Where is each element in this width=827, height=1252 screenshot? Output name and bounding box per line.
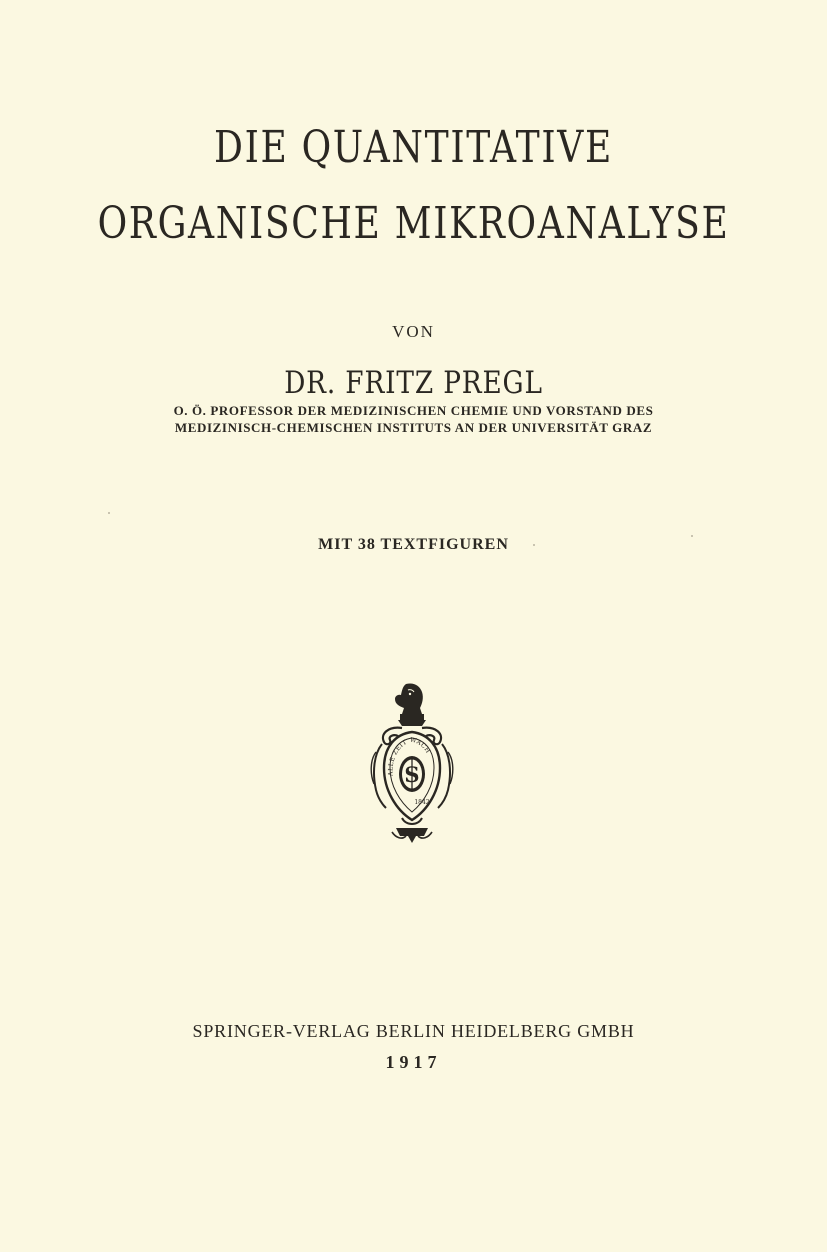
emblem-monogram: S	[404, 762, 420, 787]
author-name: DR. FRITZ PREGL	[284, 365, 543, 401]
springer-knight-emblem-icon	[362, 680, 462, 845]
book-title-line-1: DIE QUANTITATIVE	[214, 122, 613, 173]
author-affiliation-line-1: O. Ö. PROFESSOR DER MEDIZINISCHEN CHEMIE UND VORSTAND DES	[173, 403, 654, 418]
figures-note: MIT 38 TEXTFIGUREN	[318, 536, 509, 553]
book-title-line-2: ORGANISCHE MIKROANALYSE	[97, 198, 730, 249]
by-label: VON	[392, 322, 435, 341]
emblem-year: 1842	[414, 799, 430, 806]
emblem-motto: ALLE ZEIT WACH	[387, 736, 432, 777]
paper-speck	[691, 535, 693, 537]
publisher-name: SPRINGER-VERLAG BERLIN HEIDELBERG GMBH	[192, 1021, 635, 1041]
paper-speck	[108, 512, 110, 514]
author-affiliation-line-2: MEDIZINISCH-CHEMISCHEN INSTITUTS AN DER UNIVERSITÄT GRAZ	[174, 420, 653, 435]
publication-year: 1917	[385, 1052, 442, 1072]
paper-speck	[533, 544, 535, 546]
